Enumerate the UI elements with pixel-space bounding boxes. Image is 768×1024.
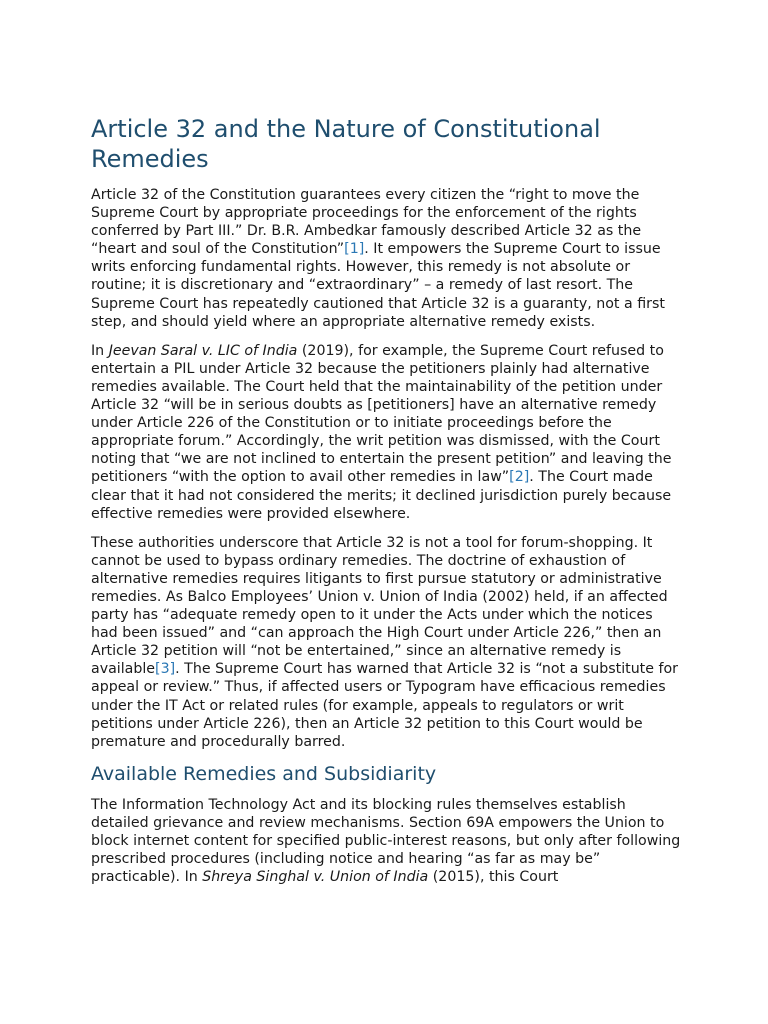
paragraph-text: (2015), this Court xyxy=(428,869,559,886)
footnote-link-2[interactable]: [2] xyxy=(509,469,530,486)
paragraph-article-32-intro xyxy=(91,186,681,331)
paragraph-text: . The Supreme Court has warned that Article 32 is “not a substitute for appeal or review.” Thus, if affected users or Typogram have efficacious remedies under the IT Act or related rules (for example, appeals to regulators or writ petitions under Article 226), then an Article 32 petition to this Court would be premature and procedurally barred. xyxy=(91,661,678,750)
paragraph-jeevan-saral xyxy=(91,342,681,523)
paragraph-it-act xyxy=(91,796,681,886)
paragraph-text: The Information Technology Act and its blocking rules themselves establish detailed grievance and review mechanisms. Section 69A empowers the Union to block internet content for specified public-interest reasons, but only after following prescribed procedures (including notice and hearing “as far as may be” practicable). In xyxy=(91,796,681,886)
subsection-heading: Available Remedies and Subsidiarity xyxy=(91,762,437,785)
paragraph-text: . The Court made clear that it had not considered the merits; it declined jurisdiction purely because effective remedies were provided elsewhere. xyxy=(91,469,672,522)
case-name: Shreya Singhal v. Union of India xyxy=(202,869,429,886)
paragraph-text: Article 32 of the Constitution guarantees every citizen the “right to move the Supreme Court by appropriate proceedings for the enforcement of the rights conferred by Part III.” Dr. B.R. Ambedkar famously described Article 32 as the “heart and soul of the Constitution” xyxy=(91,187,642,258)
paragraph-text: In xyxy=(91,342,109,359)
document-page xyxy=(91,114,681,897)
paragraph-text: . It empowers the Supreme Court to issue writs enforcing fundamental rights. However, this remedy is not absolute or routine; it is discretionary and “extraordinary” – a remedy of last resort. The Supreme Court has repeatedly cautioned that Article 32 is a guaranty, not a first step, and should yield where an appropriate alternative remedy exists. xyxy=(91,241,665,330)
paragraph-forum-shopping xyxy=(91,534,681,751)
paragraph-text: These authorities underscore that Article 32 is not a tool for forum-shopping. It cannot be used to bypass ordinary remedies. The doctrine of exhaustion of alternative remedies requires litigants to first pursue statutory or administrative remedies. As Balco Employees’ Union v. Union of India (2002) held, if an affected party has “adequate remedy open to it under the Acts under which the notices had been issued” and “can approach the High Court under Article 226,” then an Article 32 petition will “not be entertained,” since an alternative remedy is available xyxy=(91,534,668,678)
case-name: Jeevan Saral v. LIC of India xyxy=(108,342,298,359)
paragraph-text: (2019), for example, the Supreme Court refused to entertain a PIL under Article 32 because the petitioners plainly had alternative remedies available. The Court held that the maintainability of the petition under Article 32 “will be in serious doubts as [petitioners] have an alternative remedy under Article 226 of the Constitution or to initiate proceedings before the appropriate forum.” Accordingly, the writ petition was dismissed, with the Court noting that “we are not inclined to entertain the present petition” and leaving the petitioners “with the option to avail other remedies in law” xyxy=(91,342,672,486)
footnote-link-1[interactable]: [1] xyxy=(344,241,365,258)
footnote-link-3[interactable]: [3] xyxy=(155,661,176,678)
section-heading: Article 32 and the Nature of Constitutional Remedies xyxy=(91,115,601,173)
